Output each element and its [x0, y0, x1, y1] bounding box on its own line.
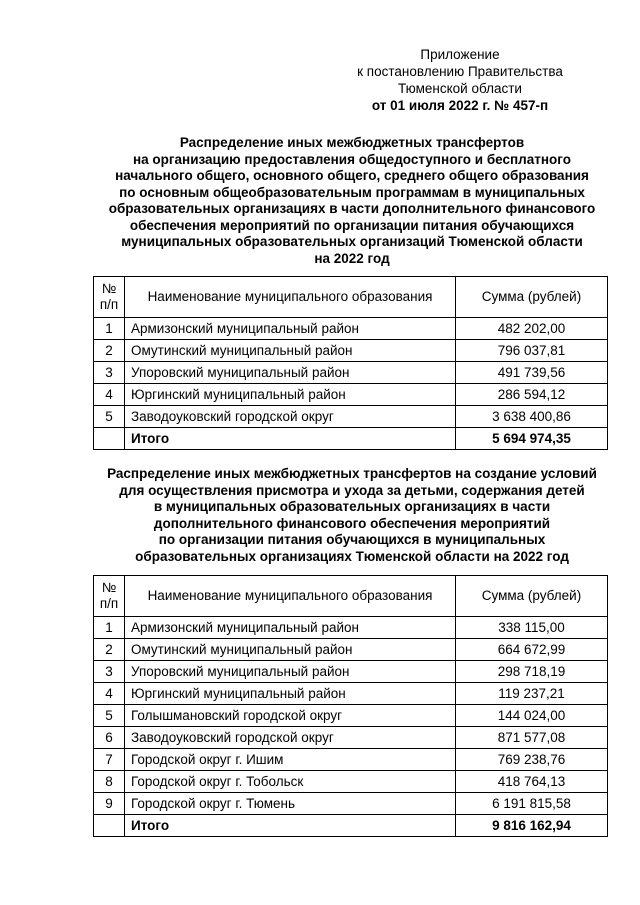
- column-header-name: Наименование муниципального образования: [125, 576, 456, 617]
- title-line: Распределение иных межбюджетных трансфертов на создание условий: [107, 466, 597, 481]
- table-row: [94, 384, 608, 406]
- column-header-num: № п/п: [94, 576, 125, 617]
- title-line: на 2022 год: [314, 250, 390, 266]
- row-number: 3: [94, 362, 125, 384]
- amount: 338 115,00: [456, 617, 608, 639]
- row-number: 6: [94, 727, 125, 749]
- column-header-name: Наименование муниципального образования: [125, 277, 456, 318]
- amount: 6 191 815,58: [456, 793, 608, 815]
- total-row: [94, 815, 608, 837]
- column-header-num: № п/п: [94, 277, 125, 318]
- column-header-sum: Сумма (рублей): [456, 576, 608, 617]
- municipality-name: Упоровский муниципальный район: [125, 661, 456, 683]
- amount: 286 594,12: [456, 384, 608, 406]
- municipality-name: Юргинский муниципальный район: [125, 384, 456, 406]
- resolution-date: от 01 июля 2022 г. № 457-п: [371, 98, 549, 113]
- table-row: [94, 749, 608, 771]
- table-row: [94, 318, 608, 340]
- row-number: 5: [94, 705, 125, 727]
- title-line: образовательных организациях в части дополнительного финансового: [108, 201, 596, 216]
- municipality-name: Городской округ г. Ишим: [125, 749, 456, 771]
- amount: 491 739,56: [456, 362, 608, 384]
- municipality-name: Омутинский муниципальный район: [125, 340, 456, 362]
- row-number: 3: [94, 661, 125, 683]
- municipality-name: Омутинский муниципальный район: [125, 639, 456, 661]
- region-label: Тюменской области: [398, 81, 522, 96]
- appendix-label: Приложение: [420, 47, 500, 62]
- title-line: муниципальных образовательных организаций Тюменской области: [121, 234, 583, 249]
- resolution-label: к постановлению Правительства: [357, 64, 563, 79]
- section1-title: [92, 135, 612, 267]
- title-line: по организации питания обучающихся в муниципальных: [158, 532, 546, 547]
- section2-rows: [94, 617, 608, 837]
- amount: 769 238,76: [456, 749, 608, 771]
- table-row: [94, 771, 608, 793]
- row-number: 1: [94, 617, 125, 639]
- municipality-name: Упоровский муниципальный район: [125, 362, 456, 384]
- title-line: по основным общеобразовательным программам в муниципальных: [119, 184, 585, 200]
- table-row: [94, 406, 608, 428]
- municipality-name: Заводоуковский городской округ: [125, 727, 456, 749]
- amount: 3 638 400,86: [456, 406, 608, 428]
- table-row: [94, 661, 608, 683]
- total-amount: 9 816 162,94: [456, 815, 608, 837]
- municipality-name: Юргинский муниципальный район: [125, 683, 456, 705]
- row-number: 7: [94, 749, 125, 771]
- table-row: [94, 683, 608, 705]
- row-number: 2: [94, 639, 125, 661]
- table-row: [94, 340, 608, 362]
- total-label: Итого: [125, 428, 456, 450]
- total-amount: 5 694 974,35: [456, 428, 608, 450]
- title-line: начального общего, основного общего, среднего общего образования: [115, 168, 589, 183]
- amount: 796 037,81: [456, 340, 608, 362]
- document-header: [330, 46, 590, 114]
- amount: 119 237,21: [456, 683, 608, 705]
- table-row: [94, 617, 608, 639]
- total-row: [94, 428, 608, 450]
- municipality-name: Голышмановский городской округ: [125, 705, 456, 727]
- title-line: на организацию предоставления общедоступного и бесплатного: [133, 151, 571, 167]
- section1-rows: [94, 318, 608, 450]
- table-header-row: [94, 277, 608, 318]
- table-row: [94, 727, 608, 749]
- table-row: [94, 639, 608, 661]
- amount: 144 024,00: [456, 705, 608, 727]
- row-number: 9: [94, 793, 125, 815]
- row-number: 8: [94, 771, 125, 793]
- table-header-row: [94, 576, 608, 617]
- row-number: 1: [94, 318, 125, 340]
- row-number: [94, 428, 125, 450]
- table-row: [94, 705, 608, 727]
- amount: 664 672,99: [456, 639, 608, 661]
- row-number: 4: [94, 683, 125, 705]
- municipality-name: Армизонский муниципальный район: [125, 617, 456, 639]
- row-number: [94, 815, 125, 837]
- row-number: 2: [94, 340, 125, 362]
- municipality-name: Городской округ г. Тюмень: [125, 793, 456, 815]
- amount: 482 202,00: [456, 318, 608, 340]
- row-number: 4: [94, 384, 125, 406]
- table-row: [94, 362, 608, 384]
- amount: 871 577,08: [456, 727, 608, 749]
- amount: 418 764,13: [456, 771, 608, 793]
- table-row: [94, 793, 608, 815]
- municipality-name: Армизонский муниципальный район: [125, 318, 456, 340]
- section1-table: [93, 276, 608, 450]
- title-line: Распределение иных межбюджетных трансфертов: [179, 135, 525, 150]
- amount: 298 718,19: [456, 661, 608, 683]
- title-line: дополнительного финансового обеспечения мероприятий: [153, 515, 551, 531]
- title-line: в муниципальных образовательных организациях в части: [153, 499, 551, 514]
- title-line: для осуществления присмотра и ухода за детьми, содержания детей: [119, 482, 585, 498]
- total-label: Итого: [125, 815, 456, 837]
- municipality-name: Городской округ г. Тобольск: [125, 771, 456, 793]
- row-number: 5: [94, 406, 125, 428]
- title-line: обеспечения мероприятий по организации питания обучающихся: [129, 217, 575, 233]
- section2-table: [93, 575, 608, 837]
- section2-title: [92, 466, 612, 565]
- title-line: образовательных организациях Тюменской области на 2022 год: [135, 548, 569, 564]
- municipality-name: Заводоуковский городской округ: [125, 406, 456, 428]
- column-header-sum: Сумма (рублей): [456, 277, 608, 318]
